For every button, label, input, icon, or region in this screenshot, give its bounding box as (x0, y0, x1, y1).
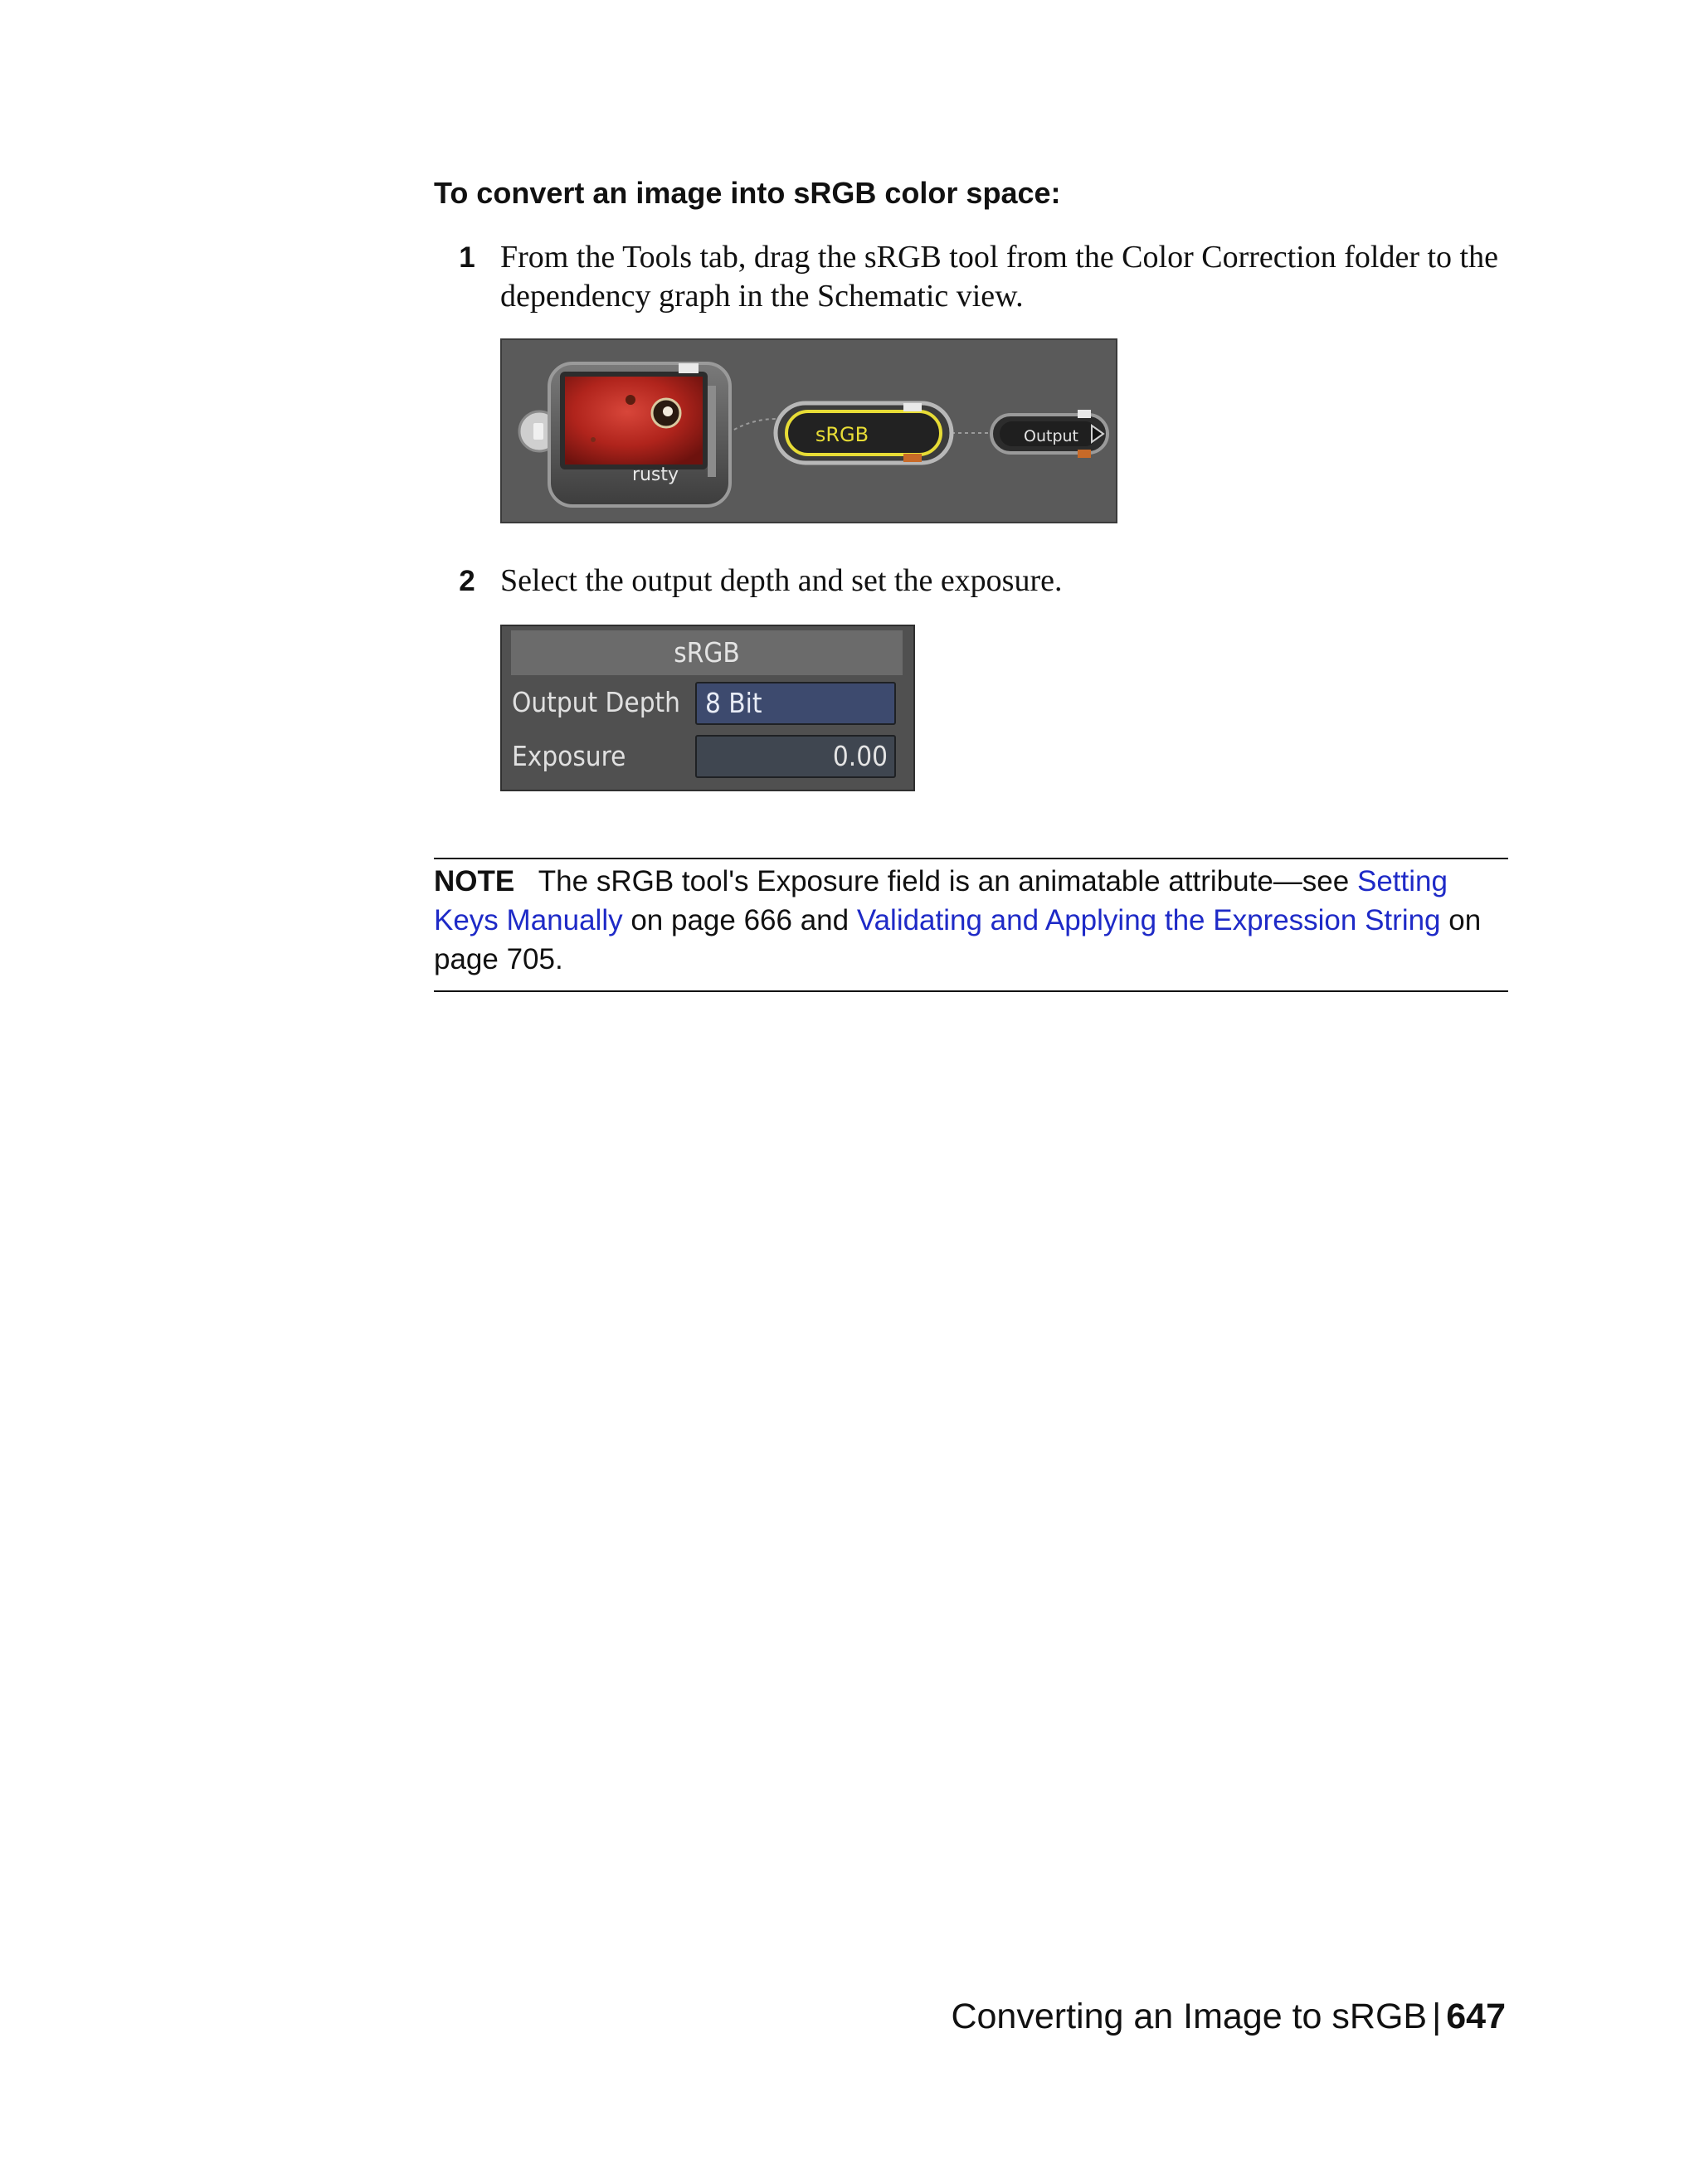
rusty-thumbnail (565, 377, 703, 465)
step-number: 2 (459, 565, 475, 597)
link-setting-keys-manually[interactable]: Setting Keys Manually (434, 865, 1448, 936)
page-number: 647 (1446, 1997, 1506, 2036)
link-validating-expression-string[interactable]: Validating and Applying the Expression String (856, 904, 1441, 936)
exposure-label: Exposure (512, 740, 626, 772)
connection-rusty-srgb (728, 419, 776, 433)
note-text: The sRGB tool's Exposure field is an animatable attribute—see (538, 865, 1357, 897)
output-depth-select[interactable]: 8 Bit (695, 682, 896, 725)
step-text: From the Tools tab, drag the sRGB tool from the Color Correction folder to the dependency graph in the Schematic view. (500, 240, 1498, 314)
srgb-parameter-panel (500, 625, 915, 791)
step-2 (434, 562, 1508, 601)
rusty-node-label: rusty (631, 465, 679, 485)
note-label: NOTE (434, 865, 515, 897)
output-depth-label: Output Depth (512, 686, 680, 718)
schematic-view-screenshot (500, 338, 1117, 523)
footer-separator: | (1432, 1997, 1442, 2036)
output-node-label: Output (1024, 427, 1078, 445)
step-number: 1 (459, 241, 475, 274)
footer-title: Converting an Image to sRGB (951, 1997, 1428, 2036)
panel-title: sRGB (511, 630, 903, 675)
section-heading: To convert an image into sRGB color space: (434, 176, 1061, 210)
srgb-node-label: sRGB (815, 423, 869, 446)
page-footer (951, 1997, 1506, 2037)
step-1 (434, 238, 1508, 316)
note-box (434, 858, 1508, 992)
note-text: on page 705. (434, 904, 1482, 975)
step-text: Select the output depth and set the exposure. (500, 563, 1063, 598)
exposure-field[interactable]: 0.00 (695, 735, 896, 778)
note-text: on page 666 and (622, 904, 857, 936)
